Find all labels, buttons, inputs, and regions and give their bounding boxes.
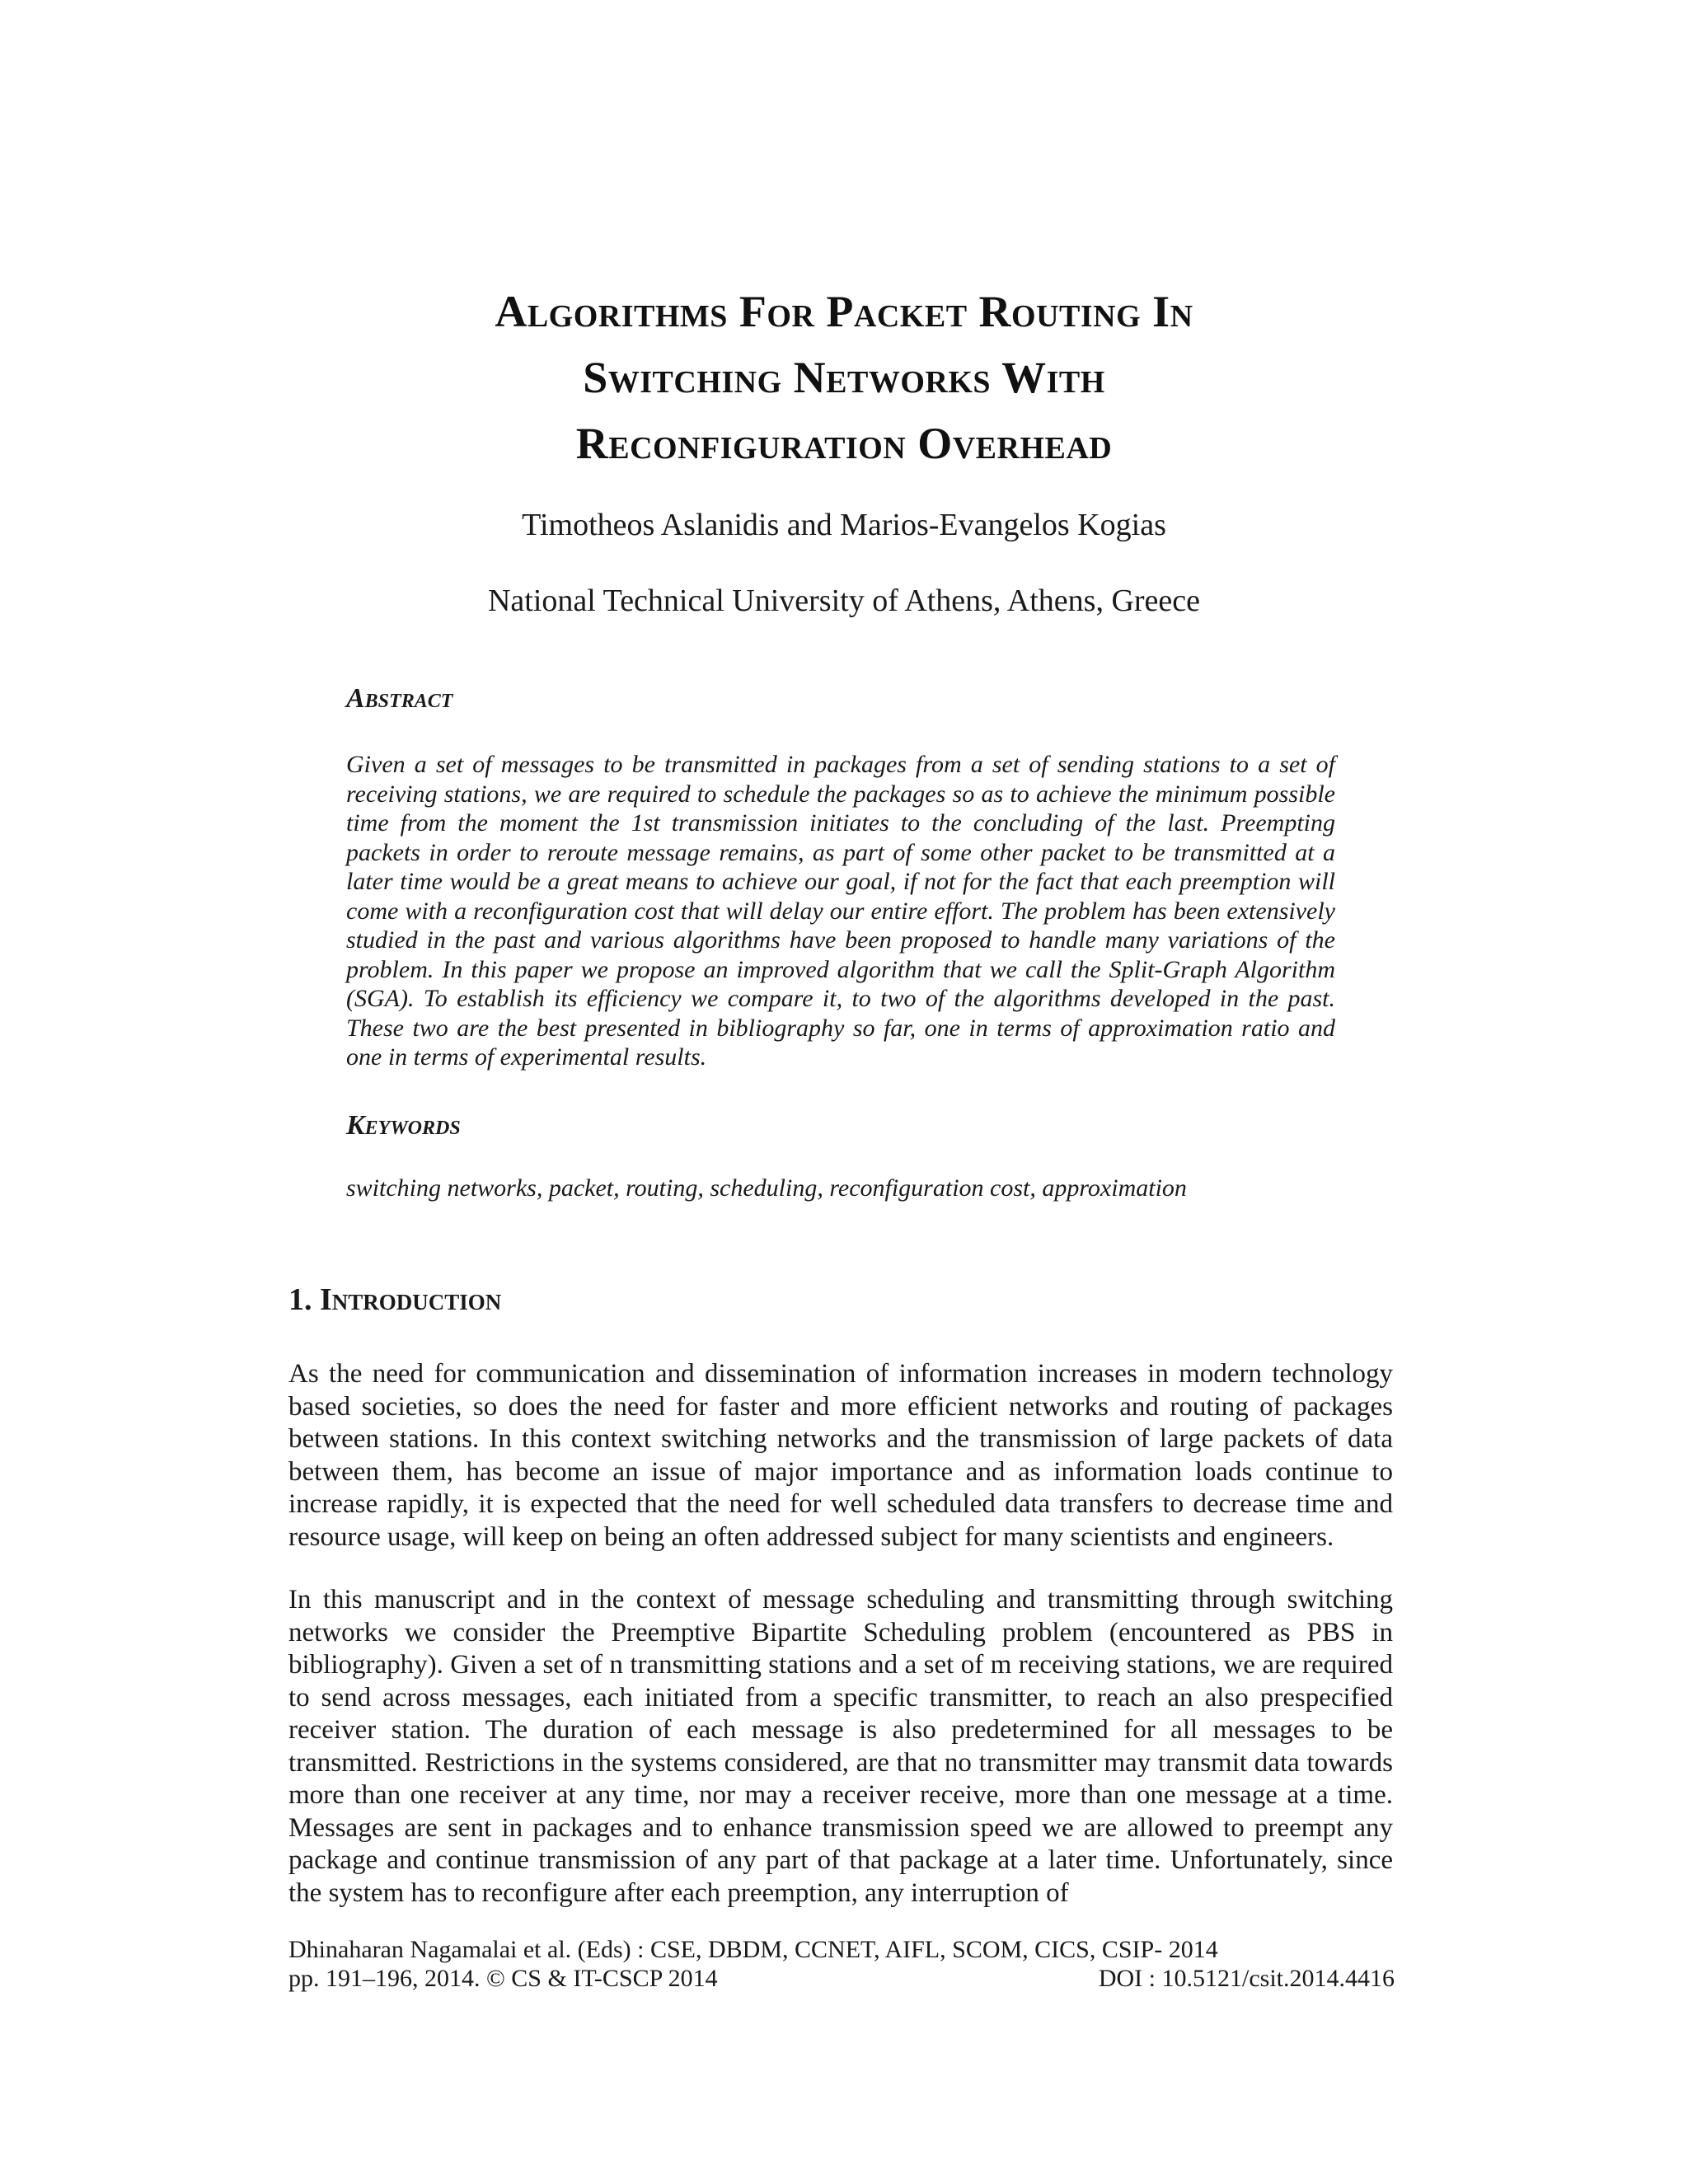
authors: Timotheos Aslanidis and Marios-Evangelos Kogias [522,508,1166,542]
title-line-2: Switching Networks With [583,353,1105,402]
footer-pages: pp. 191–196, 2014. © CS & IT-CSCP 2014 [288,1965,718,1992]
footer-proceedings: Dhinaharan Nagamalai et al. (Eds) : CSE, DBDM, CCNET, AIFL, SCOM, CICS, CSIP- 2014 [288,1936,1218,1963]
footer-doi: DOI : 10.5121/csit.2014.4416 [1098,1965,1395,1992]
keywords-heading: Keywords [346,1110,461,1141]
paper-title [0,279,1688,476]
keywords-text: switching networks, packet, routing, scheduling, reconfiguration cost, approximation [346,1174,1187,1202]
intro-paragraph: In this manuscript and in the context of message scheduling and transmitting through switching networks we consider the Preemptive Bipartite Scheduling problem (encountered as PBS in bibliography). Given a set of n transmitting stations and a set of m receiving stations, we are required to send across messages, each initiated from a specific transmitter, to reach an also prespecified receiver station. The duration of each message is also predetermined for all messages to be transmitted. Restrictions in the systems considered, are that no transmitter may transmit data towards more than one receiver at any time, nor may a receiver receive, more than one message at a time. Messages are sent in packages and to enhance transmission speed we are allowed to preempt any package and continue transmission of any part of that package at a later time. Unfortunately, since the system has to reconfigure after each preemption, any interruption of [288,1585,1393,1908]
affiliation: National Technical University of Athens, Athens, Greece [487,583,1201,618]
section-heading-introduction: 1. Introduction [288,1282,502,1317]
intro-paragraph: As the need for communication and dissemination of information increases in modern technology based societies, so does the need for faster and more efficient networks and routing of packages between stations. In this context switching networks and the transmission of large packets of data between them, has become an issue of major importance and as information loads continue to increase rapidly, it is expected that the need for well scheduled data transfers to decrease time and resource usage, will keep on being an often addressed subject for many scientists and engineers. [288,1359,1393,1552]
title-line-1: Algorithms For Packet Routing In [495,287,1193,336]
title-line-3: Reconfiguration Overhead [575,419,1113,468]
abstract-text: Given a set of messages to be transmitted in packages from a set of sending stations to a set of receiving stations, we are required to schedule the packages so as to achieve the minimum possible time from the moment the 1st transmission initiates to the concluding of the last. Preempting packets in order to reroute message remains, as part of some other packet to be transmitted at a later time would be a great means to achieve our goal, if not for the fact that each preemption will come with a reconfiguration cost that will delay our entire effort. The problem has been extensively studied in the past and various algorithms have been proposed to handle many variations of the problem. In this paper we propose an improved algorithm that we call the Split-Graph Algorithm (SGA). To establish its efficiency we compare it, to two of the algorithms developed in the past. These two are the best presented in bibliography so far, one in terms of approximation ratio and one in terms of experimental results. [346,751,1335,1071]
abstract-heading: Abstract [346,683,453,714]
